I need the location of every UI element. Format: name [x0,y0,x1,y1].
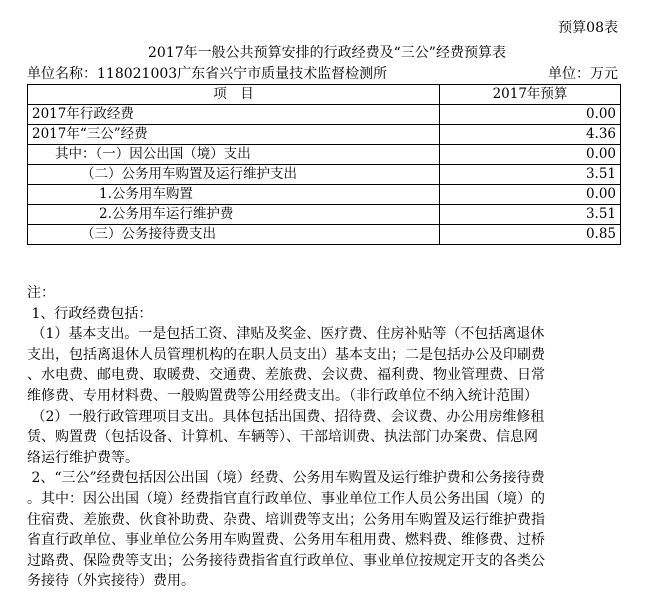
note-line: 住宿费、差旅费、伙食补助费、杂费、培训费等支出；公务用车购置及运行维护费指 [27,511,545,528]
note-line: 支出，包括离退休人员管理机构的在职人员支出）基本支出；二是包括办公及印刷费 [27,346,545,363]
note-line: 过路费、保险费等支出；公务接待费指省直行政单位、事业单位按规定开支的各类公 [27,552,545,569]
row-amount: 4.36 [440,125,621,145]
row-amount: 0.85 [440,225,621,245]
table-header-row [28,85,621,105]
note-line: 省直行政单位、事业单位公务用车购置费、公务用车租用费、燃料费、维修费、过桥 [27,532,545,549]
row-amount: 0.00 [440,145,621,165]
row-label: （三）公务接待费支出 [28,225,440,245]
table-row [28,205,621,225]
row-label: 2.公务用车运行维护费 [28,205,440,225]
row-label: 2017年行政经费 [28,105,440,125]
form-number: 预算08表 [558,20,618,36]
table-row [28,105,621,125]
row-label: 其中：（一）因公出国（境）支出 [28,145,440,165]
row-label: （二）公务用车购置及运行维护支出 [28,165,440,185]
page-title: 2017年一般公共预算安排的行政经费及“三公”经费预算表 [148,45,506,61]
note-line: （2）一般行政管理项目支出。具体包括出国费、招待费、会议费、办公用房维修租 [27,408,545,425]
table-row [28,185,621,205]
budget-table [27,84,621,245]
note-line: 、水电费、邮电费、取暖费、交通费、差旅费、会议费、福利费、物业管理费、日常 [27,367,545,384]
row-amount: 0.00 [440,185,621,205]
note-line: 1、行政经费包括： [27,305,153,322]
table-row [28,165,621,185]
row-label: 2017年“三公”经费 [28,125,440,145]
note-line: 维修费、专用材料费、一般购置费等公用经费支出。（非行政单位不纳入统计范围） [27,387,538,404]
currency-unit: 单位：万元 [548,66,618,82]
table-row [28,145,621,165]
notes-heading: 注： [27,285,55,301]
note-line: （1）基本支出。一是包括工资、津贴及奖金、医疗费、住房补贴等（不包括离退休 [27,326,545,343]
note-line: 络运行维护费等。 [27,449,139,466]
note-line: 赁、购置费（包括设备、计算机、车辆等）、干部培训费、执法部门办案费、信息网 [27,429,538,446]
note-line: 务接待（外宾接待）费用。 [27,573,195,590]
notes-section [27,283,627,592]
note-line: 。其中：因公出国（境）经费指官直行政单位、事业单位工作人员公务出国（境）的 [27,490,545,507]
row-amount: 0.00 [440,105,621,125]
note-line: 2、“三公”经费包括因公出国（境）经费、公务用车购置及运行维护费和公务接待费 [27,470,545,487]
table-row [28,125,621,145]
table-row [28,225,621,245]
row-amount: 3.51 [440,205,621,225]
row-label: 1.公务用车购置 [28,185,440,205]
column-header-budget: 2017年预算 [440,85,621,105]
column-header-item: 项 目 [28,85,440,105]
unit-name: 单位名称：118021003广东省兴宁市质量技术监督检测所 [27,66,388,82]
row-amount: 3.51 [440,165,621,185]
